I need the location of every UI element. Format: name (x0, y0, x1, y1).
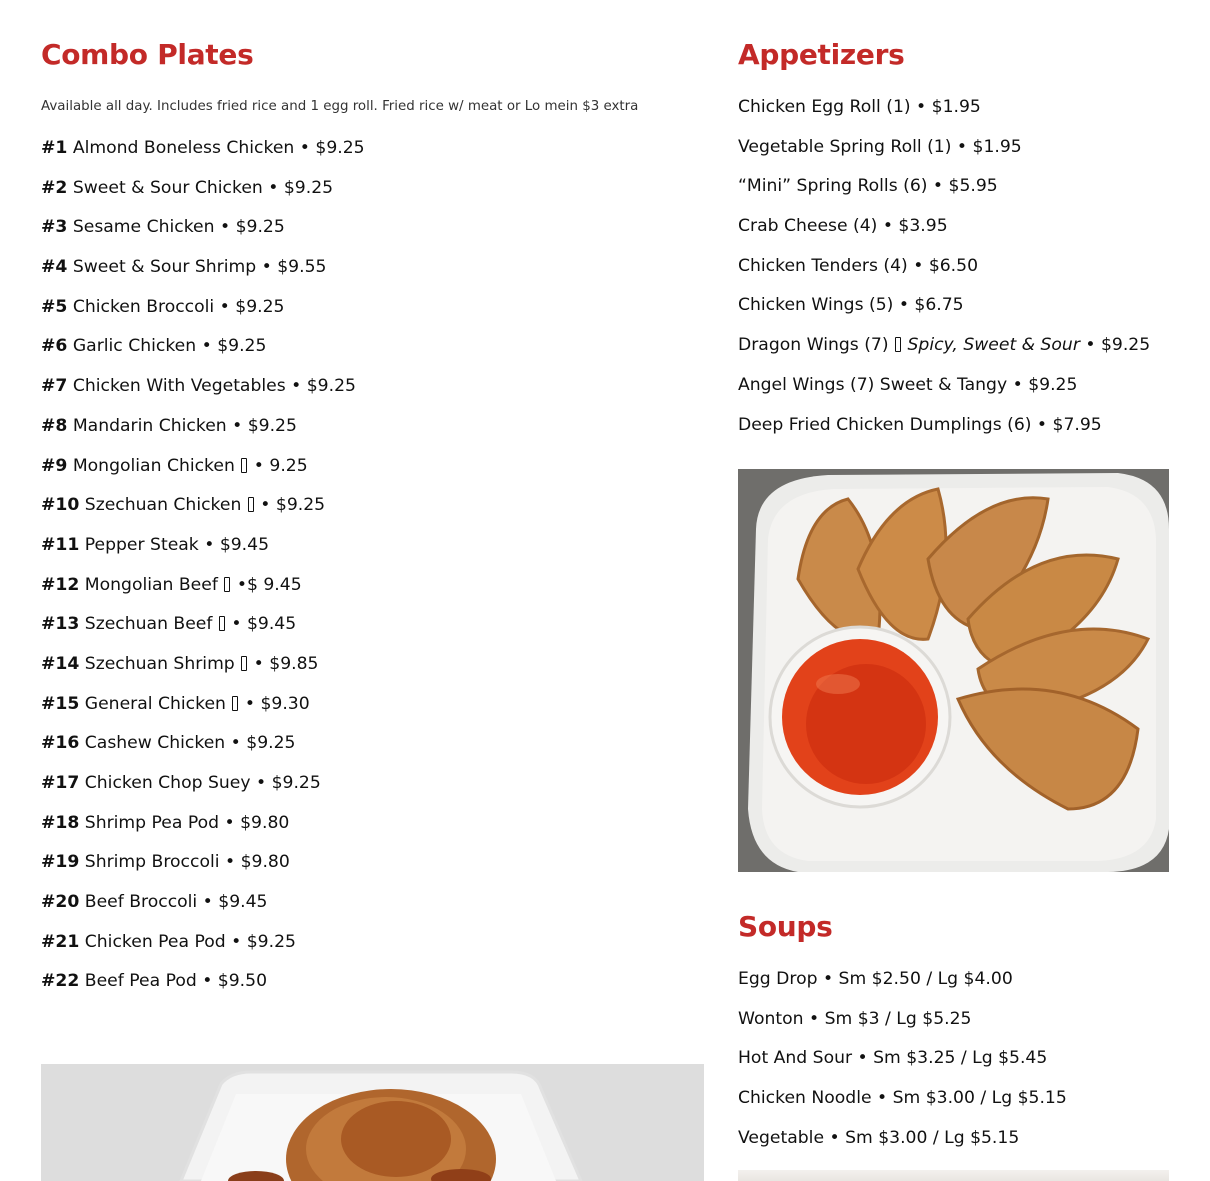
appetizer-item (738, 374, 1150, 414)
pepper-icon (895, 337, 901, 352)
combo-item-price: • 9.25 (248, 455, 308, 476)
appetizer-item (738, 96, 1150, 136)
combo-item-number: #1 (41, 138, 68, 158)
combo-item-label: Shrimp Broccoli • $9.80 (79, 852, 290, 873)
appetizers-heading: Appetizers (738, 38, 905, 71)
combo-item-number: #18 (41, 812, 80, 833)
combo-item-label: Chicken With Vegetables • $9.25 (67, 376, 356, 397)
soup-item (738, 1087, 1067, 1127)
combo-item-number: #19 (41, 852, 80, 873)
combo-item-label: Chicken Pea Pod • $9.25 (79, 931, 296, 952)
combo-item-label: General Chicken (79, 693, 226, 714)
combo-item (41, 693, 365, 733)
combo-item (41, 772, 365, 812)
combo-item (41, 931, 365, 971)
appetizer-item (738, 175, 1150, 215)
combo-item-number: #14 (41, 653, 80, 674)
combo-item-label: Sweet & Sour Shrimp • $9.55 (67, 257, 327, 278)
combo-item-label: Shrimp Pea Pod • $9.80 (79, 812, 290, 833)
combo-item (41, 574, 365, 614)
combo-item-label: Garlic Chicken • $9.25 (67, 336, 267, 357)
combo-item-label: Pepper Steak • $9.45 (79, 534, 270, 555)
combo-item (41, 851, 365, 891)
soups-heading: Soups (738, 910, 833, 943)
appetizers-list (738, 96, 1150, 453)
combo-item-number: #16 (41, 733, 80, 754)
combo-item-number: #10 (41, 495, 80, 516)
combo-item-number: #2 (41, 177, 68, 198)
combo-item (41, 732, 365, 772)
combo-item-label: Almond Boneless Chicken • $9.25 (67, 138, 365, 158)
pepper-icon (224, 577, 230, 592)
soup-item-label: Chicken Noodle • Sm $3.00 / Lg $5.15 (738, 1088, 1067, 1109)
soup-item-label: Hot And Sour • Sm $3.25 / Lg $5.45 (738, 1048, 1048, 1069)
combo-item-label: Cashew Chicken • $9.25 (79, 733, 296, 754)
soups-list (738, 968, 1067, 1166)
appetizer-item-label: Chicken Egg Roll (1) • $1.95 (738, 97, 981, 117)
appetizer-item (738, 255, 1150, 295)
appetizer-item-label: Chicken Tenders (4) • $6.50 (738, 255, 979, 276)
combo-plate-photo (41, 1064, 704, 1181)
combo-item-number: #13 (41, 614, 80, 635)
combo-item (41, 812, 365, 852)
combo-item-label: Szechuan Chicken (79, 495, 242, 516)
appetizer-item (738, 414, 1150, 454)
combo-item (41, 216, 365, 256)
soup-item (738, 1127, 1067, 1167)
combo-item-number: #12 (41, 574, 80, 595)
combo-item-label: Mongolian Chicken (67, 455, 235, 476)
combo-item-price: • $9.85 (248, 653, 319, 674)
combo-item-number: #7 (41, 376, 68, 397)
combo-item (41, 137, 365, 177)
appetizer-item-flavor: Spicy, Sweet & Sour (907, 335, 1080, 356)
combo-item-price: • $9.25 (254, 495, 326, 516)
combo-item (41, 891, 365, 931)
combo-item-label: Chicken Chop Suey • $9.25 (79, 773, 321, 793)
appetizer-item (738, 136, 1150, 176)
appetizer-item-label: Crab Cheese (4) • $3.95 (738, 216, 948, 237)
combo-item-number: #5 (41, 296, 68, 317)
combo-item-label: Szechuan Shrimp (79, 653, 235, 674)
appetizer-item (738, 334, 1150, 374)
combo-item-label: Mandarin Chicken • $9.25 (67, 415, 297, 436)
soup-item-label: Wonton • Sm $3 / Lg $5.25 (738, 1008, 972, 1029)
appetizer-item-label: Vegetable Spring Roll (1) • $1.95 (738, 136, 1022, 157)
combo-item-number: #4 (41, 257, 68, 278)
combo-item-price: • $9.45 (225, 614, 297, 635)
soup-item (738, 1008, 1067, 1048)
soup-photo (738, 1170, 1169, 1181)
combo-item-number: #8 (41, 415, 68, 436)
combo-item (41, 970, 365, 1010)
appetizer-item-label: Dragon Wings (7) (738, 335, 889, 356)
combo-item-label: Beef Pea Pod • $9.50 (79, 971, 268, 992)
combo-plates-note: Available all day. Includes fried rice and 1 egg roll. Fried rice w/ meat or Lo mein $3 extra (41, 99, 639, 114)
combo-item-label: Beef Broccoli • $9.45 (79, 892, 268, 913)
combo-item-number: #9 (41, 455, 68, 476)
combo-item-number: #22 (41, 971, 80, 992)
combo-item-number: #21 (41, 931, 80, 952)
combo-plates-heading: Combo Plates (41, 38, 254, 71)
appetizer-item-label: “Mini” Spring Rolls (6) • $5.95 (738, 176, 998, 197)
combo-item (41, 613, 365, 653)
soup-item-label: Egg Drop • Sm $2.50 / Lg $4.00 (738, 969, 1013, 989)
combo-item (41, 375, 365, 415)
appetizer-item-label: Chicken Wings (5) • $6.75 (738, 295, 964, 316)
combo-item-price: •$ 9.45 (231, 574, 302, 595)
pepper-icon (248, 497, 254, 512)
combo-item-number: #20 (41, 892, 80, 913)
combo-item-label: Szechuan Beef (79, 614, 213, 635)
combo-item-label: Sesame Chicken • $9.25 (67, 217, 285, 238)
pepper-icon (241, 458, 247, 473)
combo-item (41, 256, 365, 296)
combo-plates-list (41, 137, 365, 1010)
pepper-icon (232, 696, 238, 711)
combo-item (41, 653, 365, 693)
pepper-icon (219, 616, 225, 631)
combo-item (41, 335, 365, 375)
appetizer-item (738, 294, 1150, 334)
combo-item (41, 534, 365, 574)
combo-item-number: #11 (41, 534, 80, 555)
combo-item (41, 455, 365, 495)
combo-item (41, 177, 365, 217)
combo-item-label: Mongolian Beef (79, 574, 218, 595)
soup-item-label: Vegetable • Sm $3.00 / Lg $5.15 (738, 1127, 1020, 1148)
combo-item (41, 415, 365, 455)
pepper-icon (241, 656, 247, 671)
combo-item-number: #15 (41, 693, 80, 714)
dumplings-photo (738, 469, 1169, 872)
combo-item-number: #17 (41, 773, 80, 793)
soup-item (738, 1047, 1067, 1087)
combo-item (41, 494, 365, 534)
appetizer-item (738, 215, 1150, 255)
combo-item-label: Chicken Broccoli • $9.25 (67, 296, 285, 317)
appetizer-item-label: Angel Wings (7) Sweet & Tangy • $9.25 (738, 374, 1078, 395)
appetizer-item-price: • $9.25 (1079, 335, 1151, 356)
soup-item (738, 968, 1067, 1008)
combo-item (41, 296, 365, 336)
combo-item-price: • $9.30 (239, 693, 310, 714)
combo-item-number: #6 (41, 336, 68, 357)
combo-item-label: Sweet & Sour Chicken • $9.25 (67, 177, 334, 198)
combo-item-number: #3 (41, 217, 68, 238)
appetizer-item-label: Deep Fried Chicken Dumplings (6) • $7.95 (738, 414, 1102, 435)
